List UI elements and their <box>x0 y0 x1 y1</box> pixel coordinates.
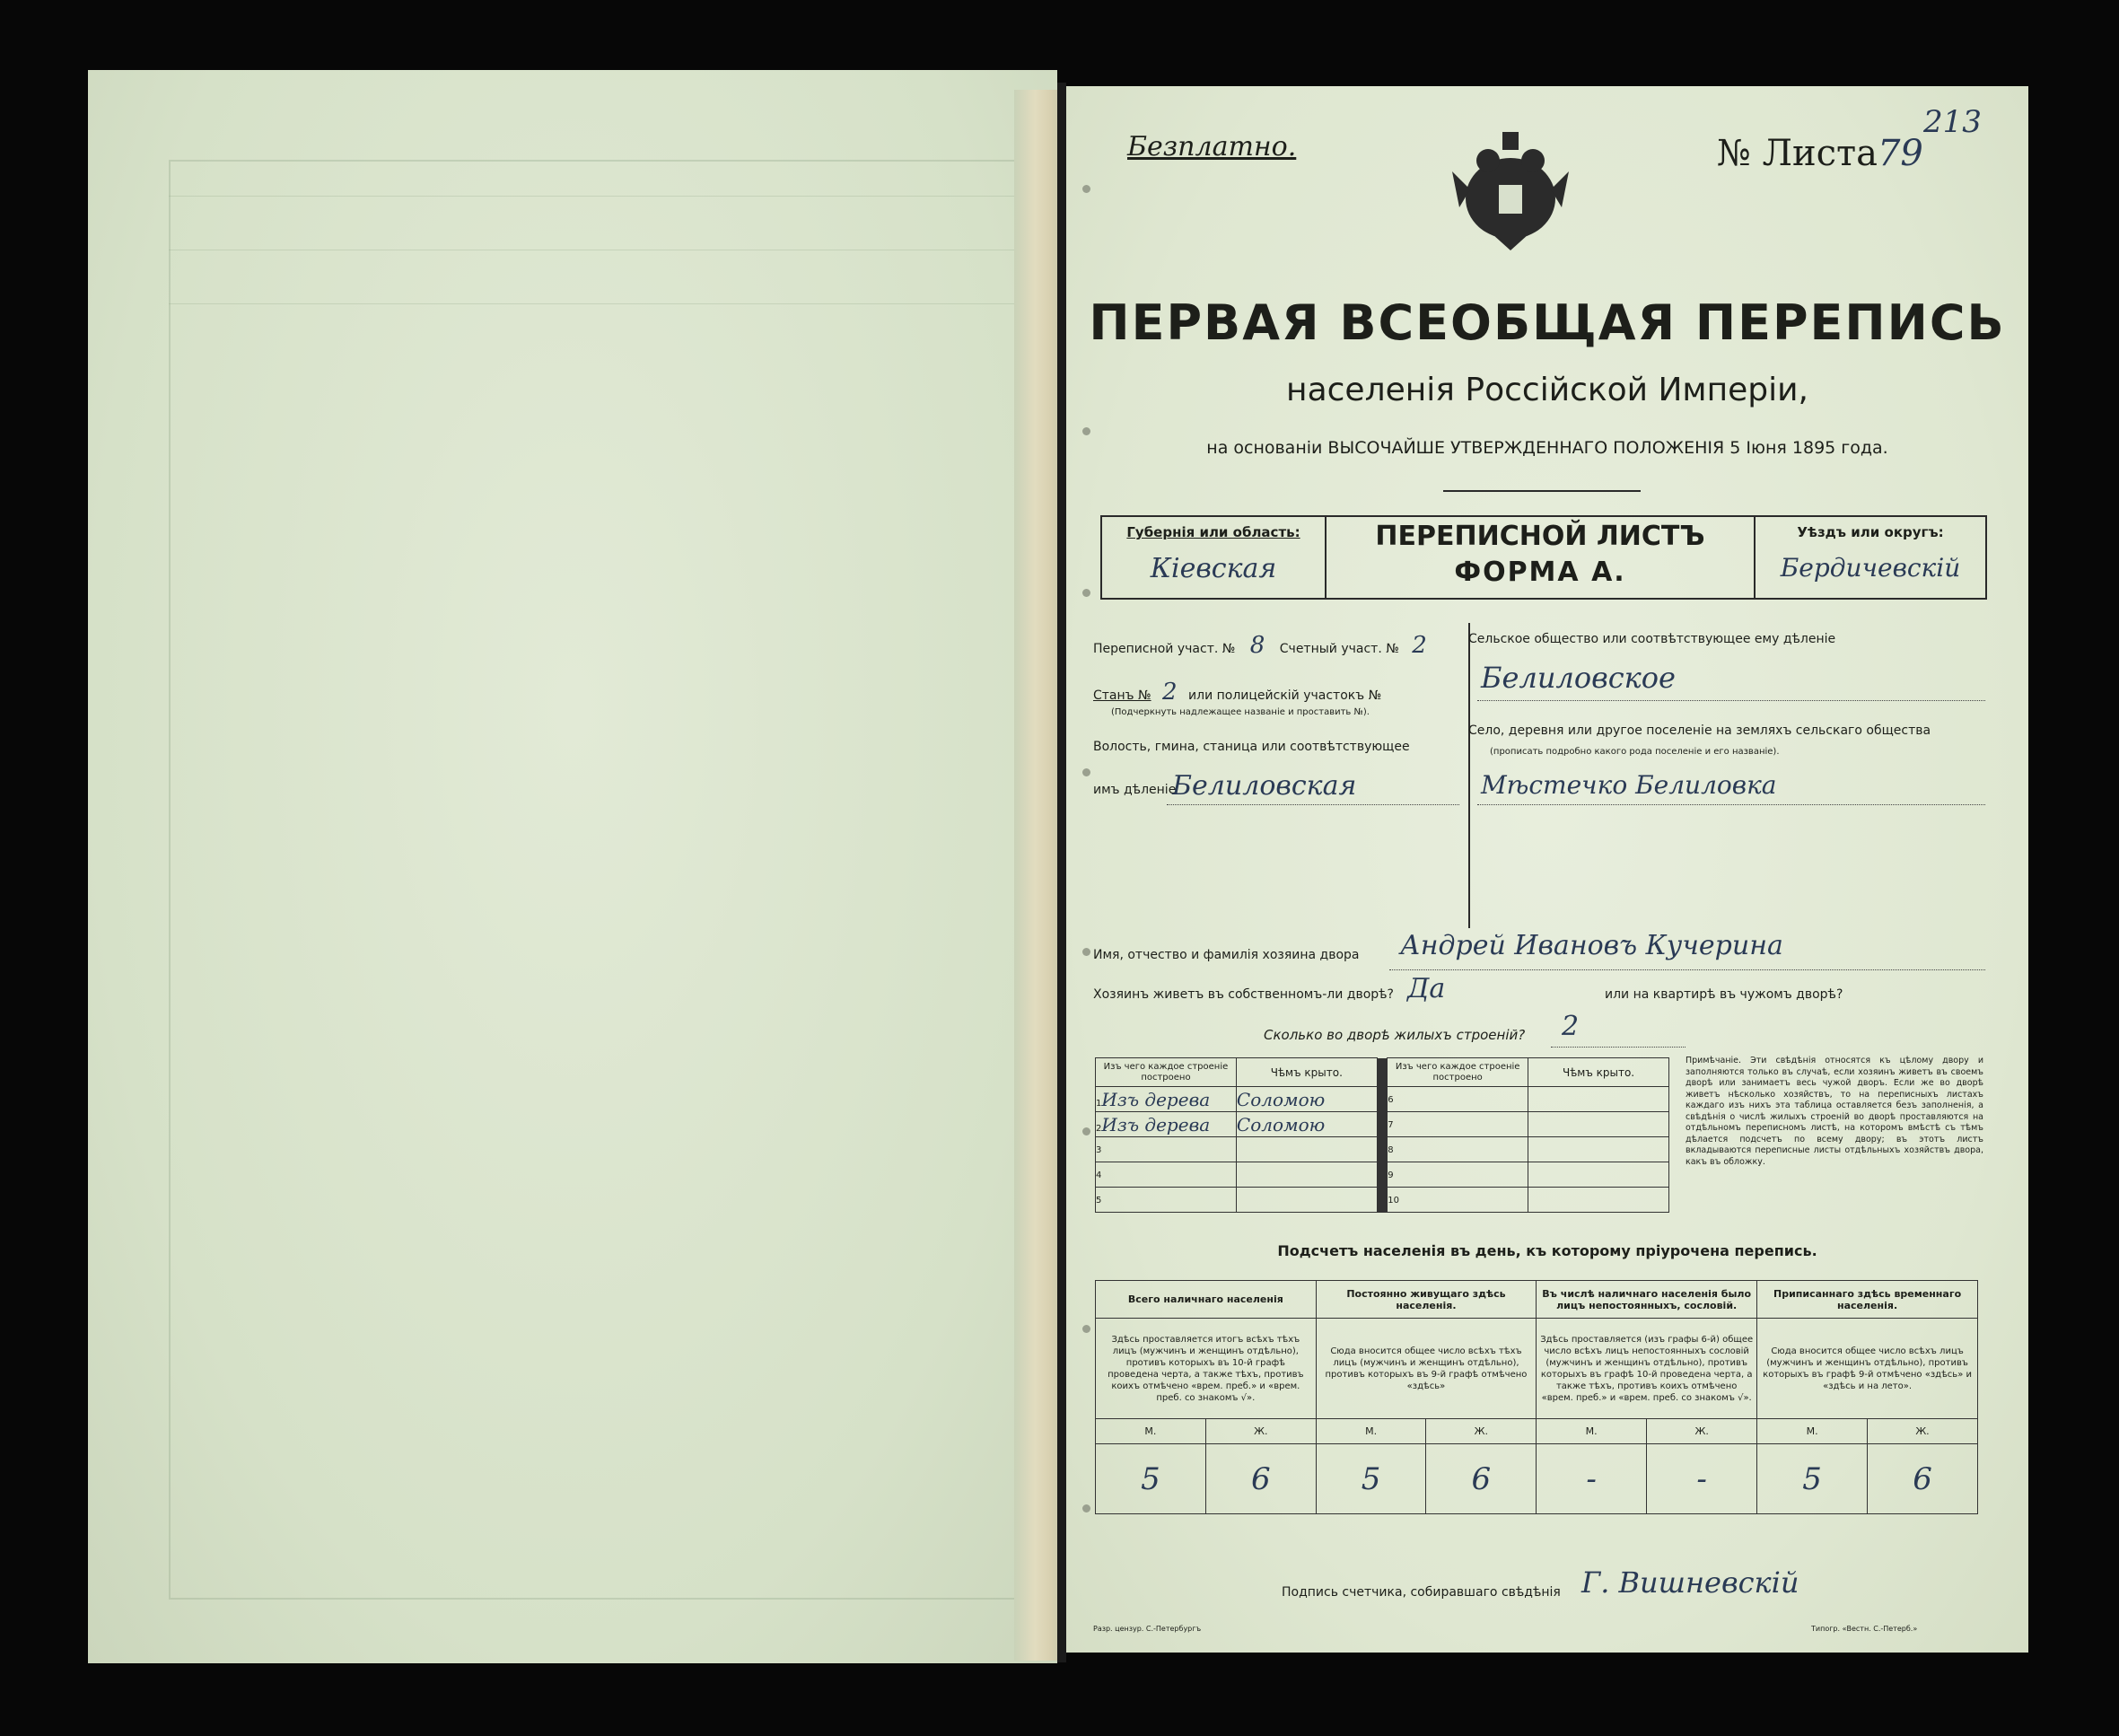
buildings-note: Примѣчаніе. Эти свѣдѣнія относятся къ цѣлому двору и заполняются только въ случаѣ, если хозяинъ живетъ въ своемъ дворѣ или занимаетъ весь чужой дворъ. Если же во дворѣ живетъ нѣсколько хозяйствъ, то на переписныхъ листахъ каждаго изъ нихъ эта таблица оставляется безъ заполненія, а свѣдѣнія о числѣ жилыхъ строеній во дворѣ проставляются на отдѣльномъ переписномъ листѣ, на которомъ вмѣстѣ съ тѣмъ дѣлается подсчетъ по всему двору; въ этотъ листъ вкладываются переписные листы отдѣльныхъ хозяйствъ двора, какъ въ обложку. <box>1686 1056 1983 1167</box>
stan-note: (Подчеркнуть надлежащее названіе и проставить №). <box>1111 707 1370 717</box>
binding-hole <box>1082 1127 1090 1135</box>
form-sheet-title: ПЕРЕПИСНОЙ ЛИСТЪ <box>1375 521 1705 552</box>
binding-hole <box>1082 185 1090 193</box>
binding-hole <box>1082 427 1090 435</box>
table-row: 5 10 <box>1096 1188 1669 1213</box>
district-label: Уѣздъ или округъ: <box>1797 524 1944 540</box>
form-basis-line: на основаніи ВЫСОЧАЙШЕ УТВЕРЖДЕННАГО ПОЛОЖЕНІЯ 5 Іюня 1895 года. <box>1206 438 1888 458</box>
group-title: Всего наличнаго населенія <box>1096 1281 1317 1319</box>
female-header: Ж. <box>1647 1419 1757 1444</box>
village-label: Село, деревня или другое поселеніе на земляхъ сельскаго общества <box>1468 723 1931 738</box>
sheet-number-corner: 213 <box>1923 104 1982 140</box>
owner-name-value: Андрей Ивановъ Кучерина <box>1400 930 1783 961</box>
material-value: Изъ дерева <box>1101 1113 1211 1135</box>
sheet-number-label: № Листа79 <box>1717 133 1923 174</box>
female-count: 6 <box>1205 1444 1316 1514</box>
left-page-blank <box>88 70 1057 1663</box>
society-value: Белиловское <box>1481 661 1676 695</box>
census-section-value: 8 <box>1249 632 1265 659</box>
rented-label: или на квартирѣ въ чужомъ дворѣ? <box>1605 987 1843 1002</box>
footer-left: Разр. цензур. С.-Петербургъ <box>1093 1625 1202 1633</box>
binding-hole <box>1082 948 1090 956</box>
form-type: ФОРМА А. <box>1454 557 1626 588</box>
show-through-frame <box>169 160 1034 1600</box>
table-row: 3 8 <box>1096 1137 1669 1162</box>
group-desc: Здѣсь проставляется (изъ графы 6-й) общее число всѣхъ лицъ непостоянныхъ сословій (мужчинъ и женщинъ отдѣльно), противъ которыхъ въ графѣ 10-й проведена черта, а также тѣхъ, противъ коихъ отмѣчено «врем. преб.» и «врем. преб. со знакомъ √». <box>1537 1319 1757 1419</box>
female-count: 6 <box>1426 1444 1537 1514</box>
material-value: Изъ дерева <box>1101 1088 1211 1110</box>
form-title: ПЕРВАЯ ВСЕОБЩАЯ ПЕРЕПИСЬ <box>1089 294 2006 351</box>
male-header: М. <box>1537 1419 1647 1444</box>
column-divider <box>1468 623 1470 928</box>
form-header-box <box>1100 515 1987 600</box>
district-value: Бердичевскій <box>1780 553 1961 583</box>
volost-label-2: имъ дѣленіе <box>1093 783 1177 797</box>
volost-value: Белиловская <box>1172 770 1357 802</box>
group-desc: Здѣсь проставляется итогъ всѣхъ тѣхъ лицъ (мужчинъ и женщинъ отдѣльно), противъ которыхъ въ 10-й графѣ проведена черта, а также тѣхъ, противъ коихъ отмѣчено «врем. преб.» и «врем. преб. со знакомъ √». <box>1096 1319 1317 1419</box>
female-header: Ж. <box>1868 1419 1978 1444</box>
fill-line <box>1477 700 1985 701</box>
male-header: М. <box>1096 1419 1206 1444</box>
buildings-count-label: Сколько во дворѣ жилыхъ строеній? <box>1264 1027 1526 1043</box>
census-form-page <box>1066 86 2028 1653</box>
binding-hole <box>1082 589 1090 597</box>
census-section-field: Переписной участ. № 8 Счетный участ. № 2 <box>1093 632 1427 659</box>
binding-hole <box>1082 1504 1090 1512</box>
village-value: Мѣстечко Белиловка <box>1481 770 1777 800</box>
binding-hole <box>1082 1325 1090 1333</box>
count-title: Подсчетъ населенія въ день, къ которому пріурочена перепись. <box>1277 1242 1817 1259</box>
fill-line <box>1167 804 1459 805</box>
owner-name-label: Имя, отчество и фамилія хозяина двора <box>1093 948 1360 962</box>
fill-line <box>1551 1047 1686 1048</box>
stan-value: 2 <box>1162 679 1178 706</box>
count-values-row <box>1096 1444 1978 1514</box>
table-row: 1Изъ дерева Соломою 6 <box>1096 1087 1669 1112</box>
buildings-table <box>1095 1057 1669 1213</box>
signature-label: Подпись счетчика, собиравшаго свѣдѣнія <box>1282 1585 1561 1600</box>
ornament-divider <box>1443 490 1641 492</box>
col-roof-header: Чѣмъ крыто. <box>1236 1058 1377 1087</box>
table-divider <box>1377 1162 1387 1188</box>
group-desc: Сюда вносится общее число всѣхъ тѣхъ лицъ (мужчинъ и женщинъ отдѣльно), противъ которыхъ въ 9-й графѣ отмѣчено «здѣсь» <box>1316 1319 1536 1419</box>
show-through-line <box>169 196 1030 197</box>
male-header: М. <box>1316 1419 1426 1444</box>
table-divider <box>1377 1137 1387 1162</box>
own-yard-label: Хозяинъ живетъ въ собственномъ-ли дворѣ? <box>1093 987 1394 1002</box>
province-label: Губернія или область: <box>1126 524 1300 540</box>
village-note: (прописать подробно какого рода поселеніе и его названіе). <box>1490 747 1780 757</box>
male-count: 5 <box>1757 1444 1868 1514</box>
province-value: Кіевская <box>1150 553 1277 584</box>
counting-section-value: 2 <box>1412 632 1427 659</box>
female-count: 6 <box>1868 1444 1978 1514</box>
female-header: Ж. <box>1205 1419 1316 1444</box>
sheet-number-handwritten: 79 <box>1877 133 1923 174</box>
male-count: 5 <box>1096 1444 1206 1514</box>
show-through-line <box>169 303 1030 304</box>
table-divider <box>1377 1058 1387 1087</box>
col-material-header-2: Изъ чего каждое строеніе построено <box>1388 1058 1528 1087</box>
volost-label: Волость, гмина, станица или соотвѣтствующее <box>1093 740 1410 754</box>
table-row: 2Изъ дерева Соломою 7 <box>1096 1112 1669 1137</box>
male-header: М. <box>1757 1419 1868 1444</box>
own-yard-value: Да <box>1407 973 1446 1004</box>
signature-value: Г. Вишневскій <box>1581 1565 1799 1600</box>
roof-value: Соломою <box>1236 1113 1326 1135</box>
roof-value: Соломою <box>1236 1088 1326 1110</box>
table-divider <box>1377 1188 1387 1213</box>
society-label: Сельское общество или соотвѣтствующее ему дѣленіе <box>1468 632 1836 646</box>
fill-line <box>1477 804 1985 805</box>
free-label: Безплатно. <box>1127 131 1297 162</box>
stan-field: Станъ № 2 или полицейскій участокъ № <box>1093 679 1382 706</box>
double-headed-eagle-emblem <box>1452 127 1569 252</box>
fill-line <box>1389 969 1985 970</box>
table-divider <box>1377 1087 1387 1112</box>
footer-right: Типогр. «Вестн. С.-Петерб.» <box>1811 1625 1918 1633</box>
group-title: Въ числѣ наличнаго населенія было лицъ непостоянныхъ, сословій. <box>1537 1281 1757 1319</box>
group-title: Постоянно живущаго здѣсь населенія. <box>1316 1281 1536 1319</box>
form-subtitle: населенія Россійской Имперіи, <box>1286 372 1808 408</box>
group-title: Приписаннаго здѣсь временнаго населенія. <box>1757 1281 1978 1319</box>
female-count: - <box>1647 1444 1757 1514</box>
male-count: - <box>1537 1444 1647 1514</box>
book-gutter <box>1057 83 1066 1662</box>
col-roof-header-2: Чѣмъ крыто. <box>1528 1058 1669 1087</box>
group-desc: Сюда вносится общее число всѣхъ лицъ (мужчинъ и женщинъ отдѣльно), противъ которыхъ въ графѣ 9-й отмѣчено «здѣсь» и «здѣсь и на лето». <box>1757 1319 1978 1419</box>
binding-hole <box>1082 768 1090 776</box>
buildings-count-value: 2 <box>1562 1011 1580 1042</box>
table-divider <box>1377 1112 1387 1137</box>
female-header: Ж. <box>1426 1419 1537 1444</box>
col-material-header: Изъ чего каждое строеніе построено <box>1096 1058 1237 1087</box>
population-count-table <box>1095 1280 1978 1514</box>
table-row: 4 9 <box>1096 1162 1669 1188</box>
male-count: 5 <box>1316 1444 1426 1514</box>
